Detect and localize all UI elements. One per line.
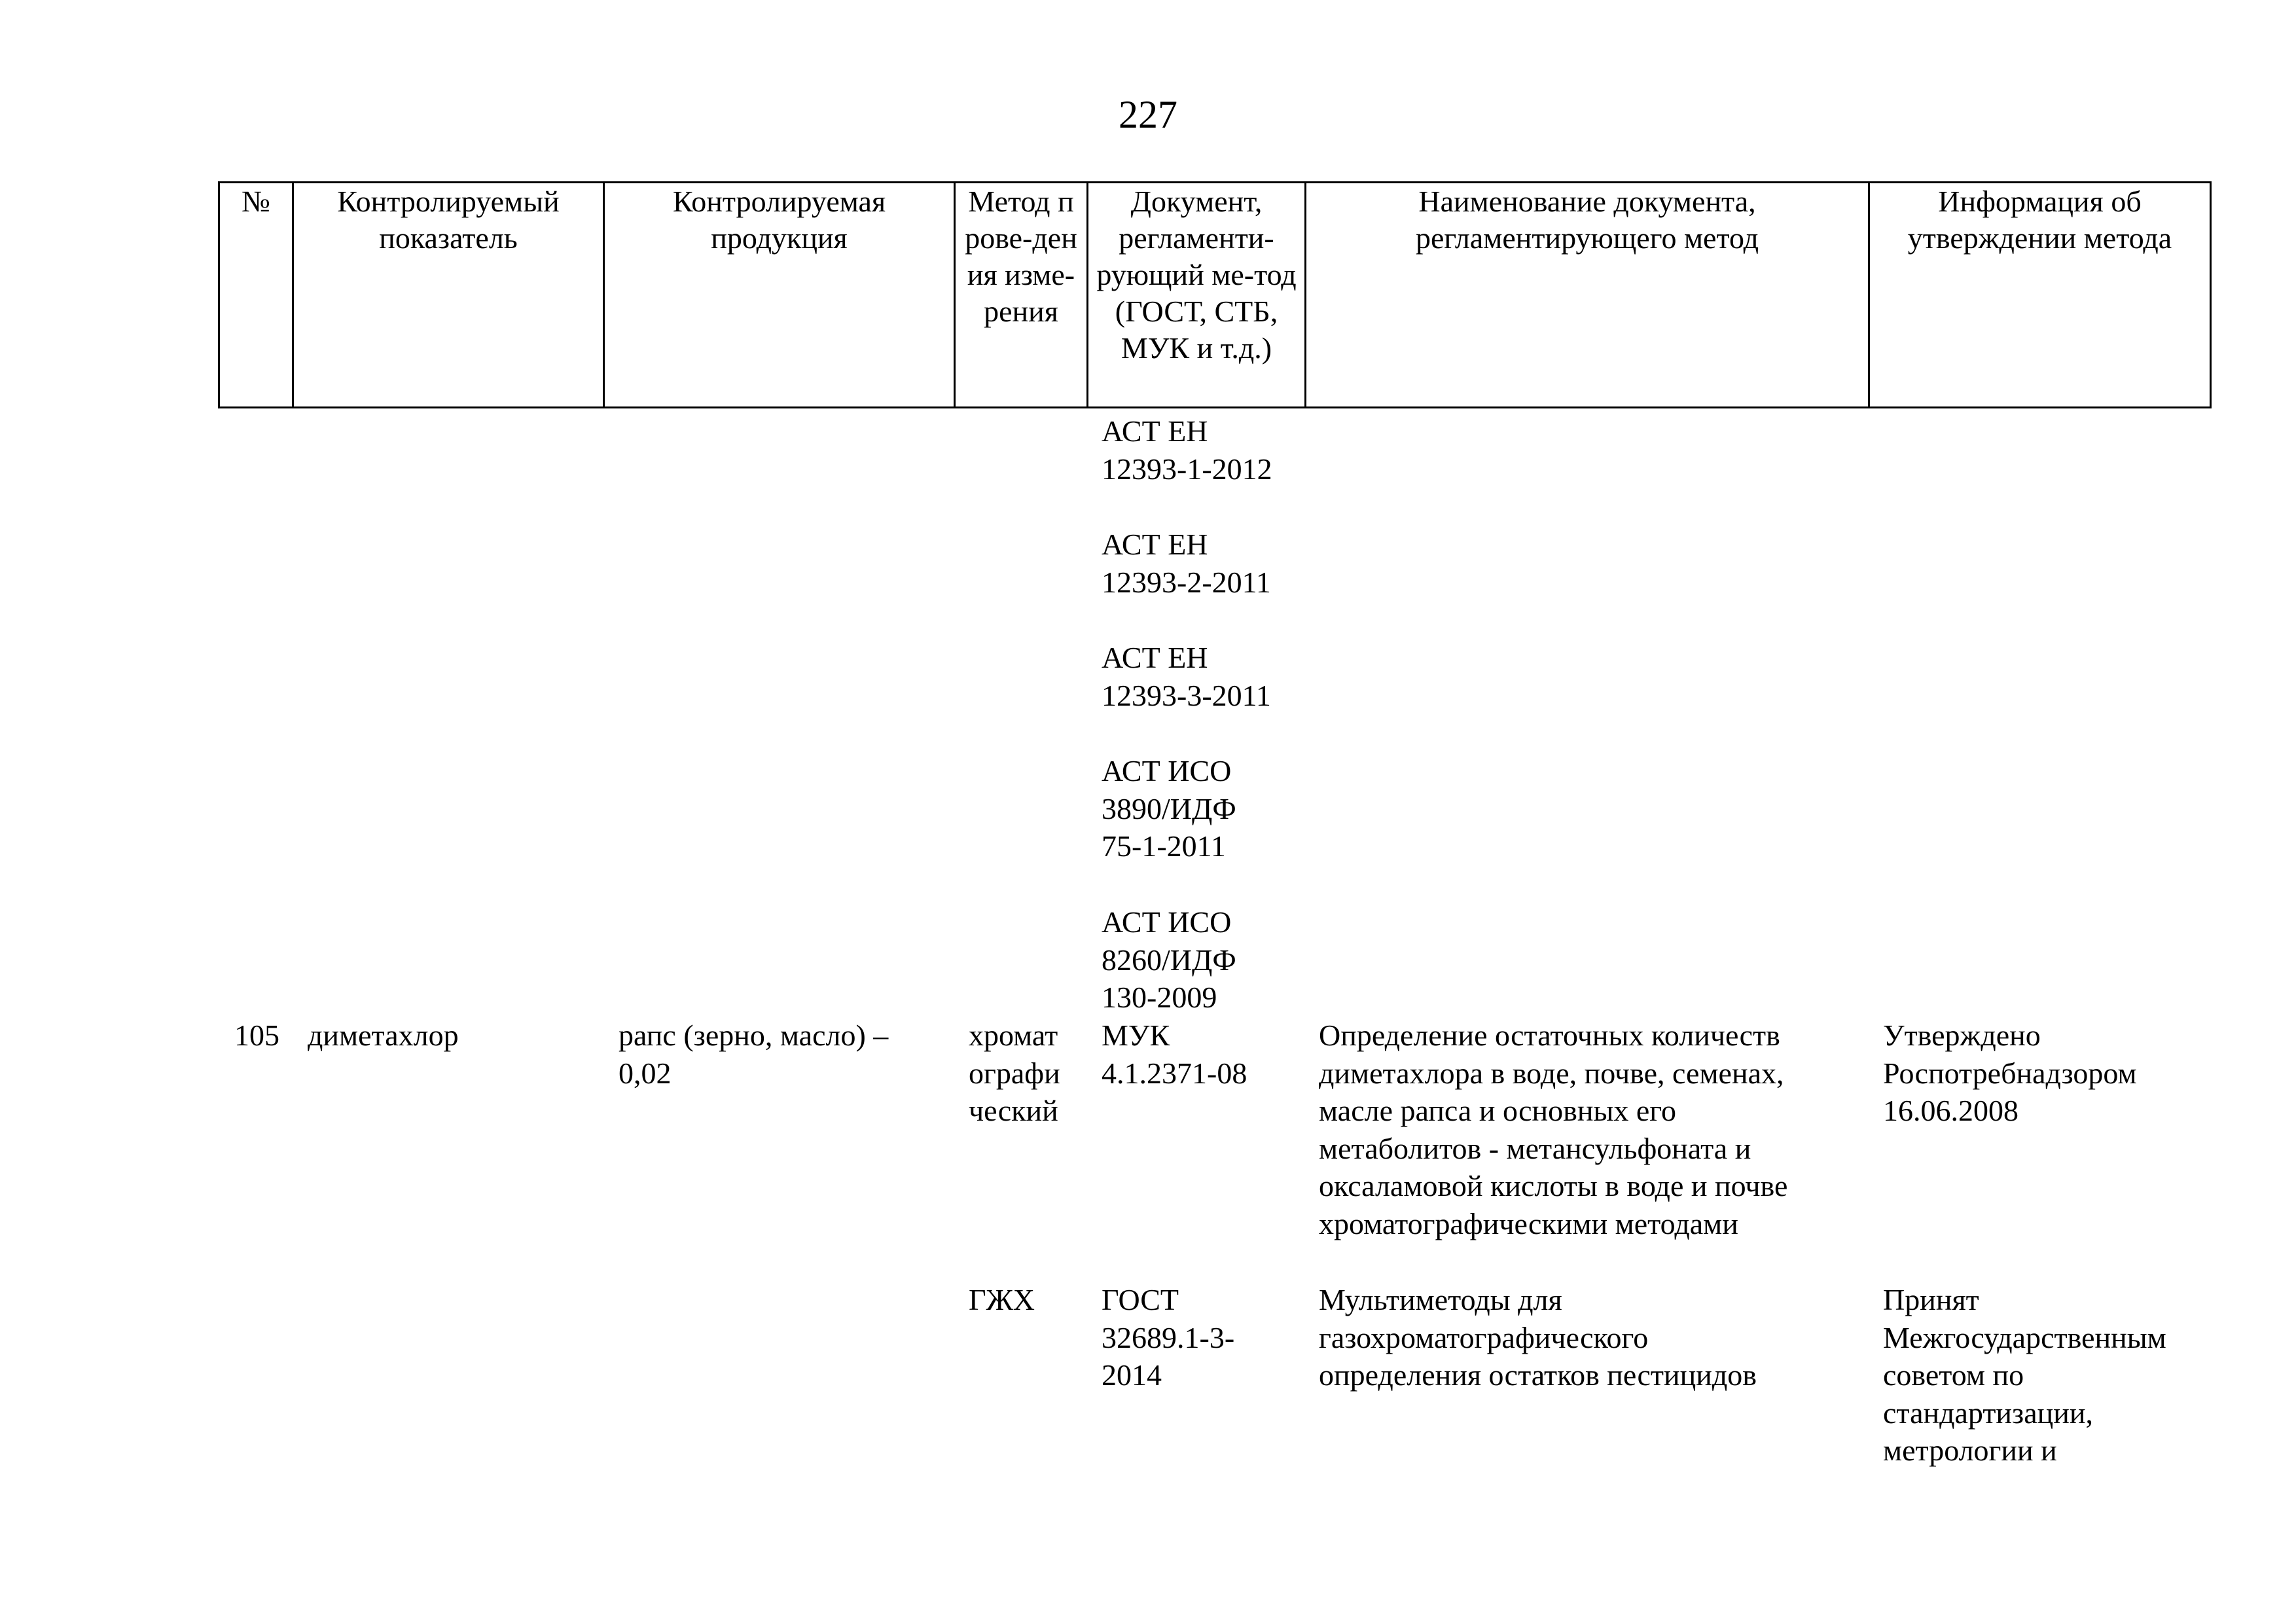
header-col-method-text: Метод прове-дения изме-рения xyxy=(965,185,1077,328)
row-105-entry-2-doc-name: Мультиметоды для газохроматографического определения остатков пестицидов xyxy=(1319,1283,1757,1392)
header-col-product-text: Контролируемая продукция xyxy=(672,185,886,255)
header-col-doc-name-text: Наименование документа, регламентирующего метод xyxy=(1415,185,1759,255)
row-105-product: рапс (зерно, масло) – 0,02 xyxy=(619,1019,889,1090)
header-col-approval xyxy=(1869,183,2211,408)
row-105-entry-1-doc-name: Определение остаточных количеств диметахлора в воде, почве, семенах, масле рапса и основных его метаболитов - метансульфоната и оксаламовой кислоты в воде и почве хроматографическими методами xyxy=(1319,1019,1788,1240)
row-105-entry-1-approval: Утверждено Роспотребнадзором 16.06.2008 xyxy=(1883,1019,2137,1127)
header-col-doc-name xyxy=(1306,183,1869,408)
row-105-entry-2-method: ГЖХ xyxy=(969,1283,1035,1316)
row-105-number: 105 xyxy=(234,1019,279,1052)
header-col-number xyxy=(219,183,293,408)
row-105-entry-1-method: хромат ографи ческий xyxy=(969,1019,1060,1127)
row-105-entry-1-document: МУК 4.1.2371-08 xyxy=(1102,1019,1247,1090)
header-col-product xyxy=(604,183,955,408)
header-col-approval-text: Информация об утверждении метода xyxy=(1907,185,2172,255)
continuation-document-2: АСТ ЕН 12393-2-2011 xyxy=(1102,528,1271,599)
header-col-document-text: Документ, регламенти-рующий ме-тод (ГОСТ, СТБ, МУК и т.д.) xyxy=(1096,185,1297,365)
continuation-document-1: АСТ ЕН 12393-1-2012 xyxy=(1102,414,1272,486)
header-col-number-text: № xyxy=(242,185,270,218)
header-col-method xyxy=(955,183,1088,408)
table-header xyxy=(218,181,2212,408)
header-col-indicator-text: Контролируемый показатель xyxy=(337,185,560,255)
page-number: 227 xyxy=(1119,93,1177,136)
row-105-entry-2-document: ГОСТ 32689.1-3- 2014 xyxy=(1102,1283,1235,1392)
row-105-entry-2-approval: Принят Межгосударственным советом по стандартизации, метрологии и xyxy=(1883,1283,2166,1467)
header-col-document xyxy=(1088,183,1306,408)
row-105-indicator: диметахлор xyxy=(308,1019,459,1052)
continuation-document-3: АСТ ЕН 12393-3-2011 xyxy=(1102,641,1271,712)
continuation-document-5: АСТ ИСО 8260/ИДФ 130-2009 xyxy=(1102,905,1236,1014)
continuation-document-4: АСТ ИСО 3890/ИДФ 75-1-2011 xyxy=(1102,754,1236,863)
header-col-indicator xyxy=(293,183,604,408)
